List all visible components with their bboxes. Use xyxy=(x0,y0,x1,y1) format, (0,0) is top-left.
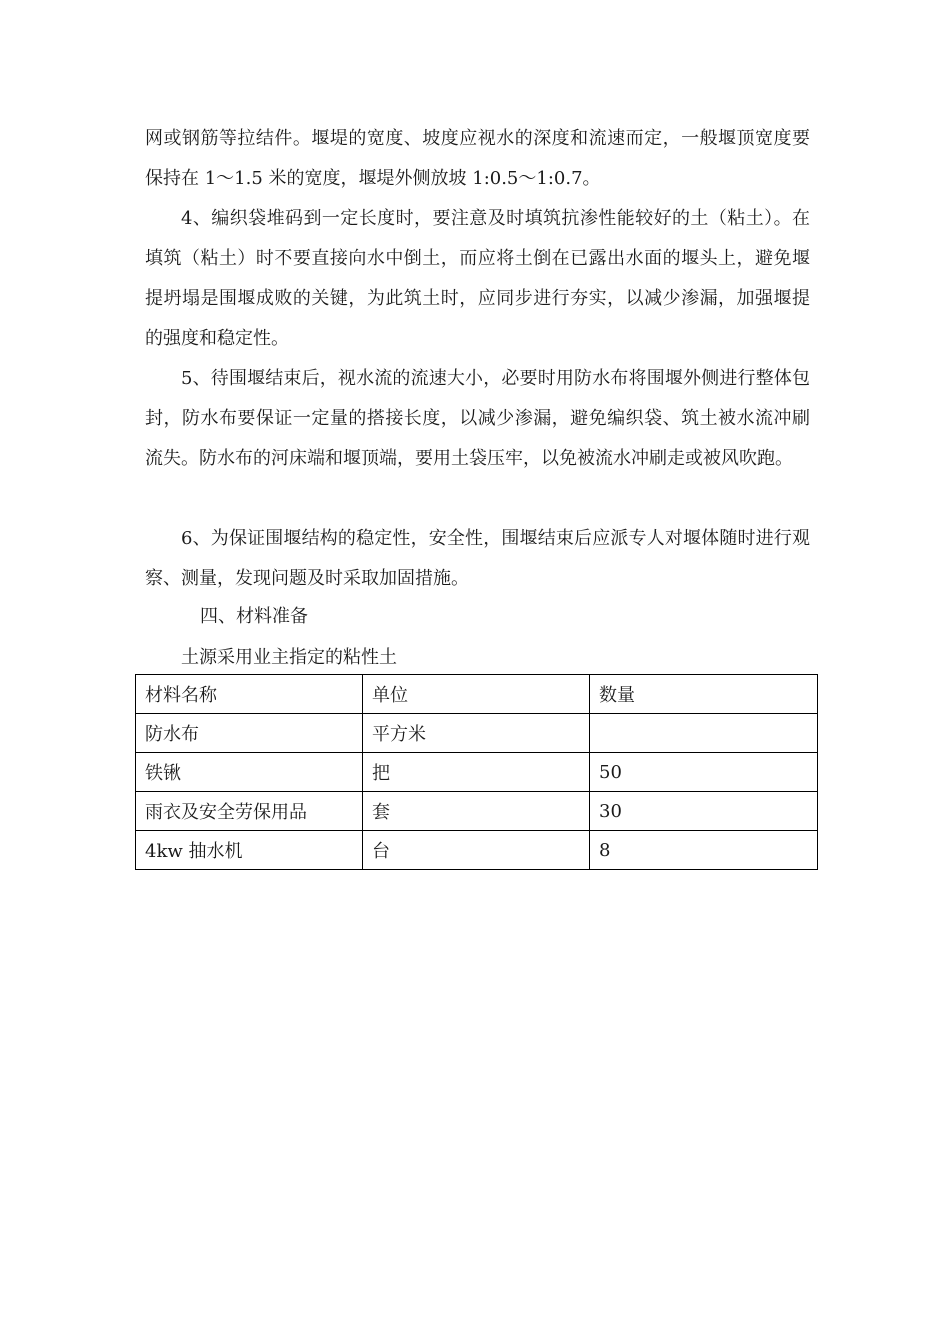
cell-unit: 台 xyxy=(363,831,590,870)
cell-quantity: 30 xyxy=(590,792,818,831)
cell-material-name: 铁锹 xyxy=(136,753,363,792)
cell-material-name: 防水布 xyxy=(136,714,363,753)
cell-material-name: 雨衣及安全劳保用品 xyxy=(136,792,363,831)
paragraph-step-4: 4、编织袋堆码到一定长度时，要注意及时填筑抗渗性能较好的土（粘土）。在填筑（粘土）时不要直接向水中倒土，而应将土倒在已露出水面的堰头上，避免堰提坍塌是围堰成败的关键，为此筑土时，应同步进行夯实，以减少渗漏，加强堰提的强度和稳定性。 xyxy=(145,208,810,349)
paragraph-stake-width: 网或钢筋等拉结件。堰堤的宽度、坡度应视水的深度和流速而定，一般堰顶宽度要保持在 1～1.5 米的宽度，堰堤外侧放坡 1:0.5～1:0.7。 xyxy=(145,128,810,189)
cell-unit: 套 xyxy=(363,792,590,831)
table-header-row xyxy=(136,675,818,714)
cell-quantity: 8 xyxy=(590,831,818,870)
table-row xyxy=(136,831,818,870)
paragraph-step-5: 5、待围堰结束后，视水流的流速大小，必要时用防水布将围堰外侧进行整体包封，防水布要保证一定量的搭接长度，以减少渗漏，避免编织袋、筑土被水流冲刷流失。防水布的河床端和堰顶端，要用土袋压牢，以免被流水冲刷走或被风吹跑。 xyxy=(145,368,810,469)
table-row xyxy=(136,753,818,792)
header-quantity: 数量 xyxy=(590,675,818,714)
cell-quantity: 50 xyxy=(590,753,818,792)
materials-table xyxy=(135,674,818,870)
cell-unit: 平方米 xyxy=(363,714,590,753)
header-unit: 单位 xyxy=(363,675,590,714)
cell-unit: 把 xyxy=(363,753,590,792)
paragraph-step-6: 6、为保证围堰结构的稳定性，安全性，围堰结束后应派专人对堰体随时进行观察、测量，发现问题及时采取加固措施。 xyxy=(145,528,810,589)
cell-material-name: 4kw 抽水机 xyxy=(136,831,363,870)
table-row xyxy=(136,714,818,753)
section-heading: 四、材料准备 xyxy=(200,606,308,627)
header-material-name: 材料名称 xyxy=(136,675,363,714)
cell-quantity xyxy=(590,714,818,753)
table-caption: 土源采用业主指定的粘性土 xyxy=(181,647,397,668)
table-row xyxy=(136,792,818,831)
